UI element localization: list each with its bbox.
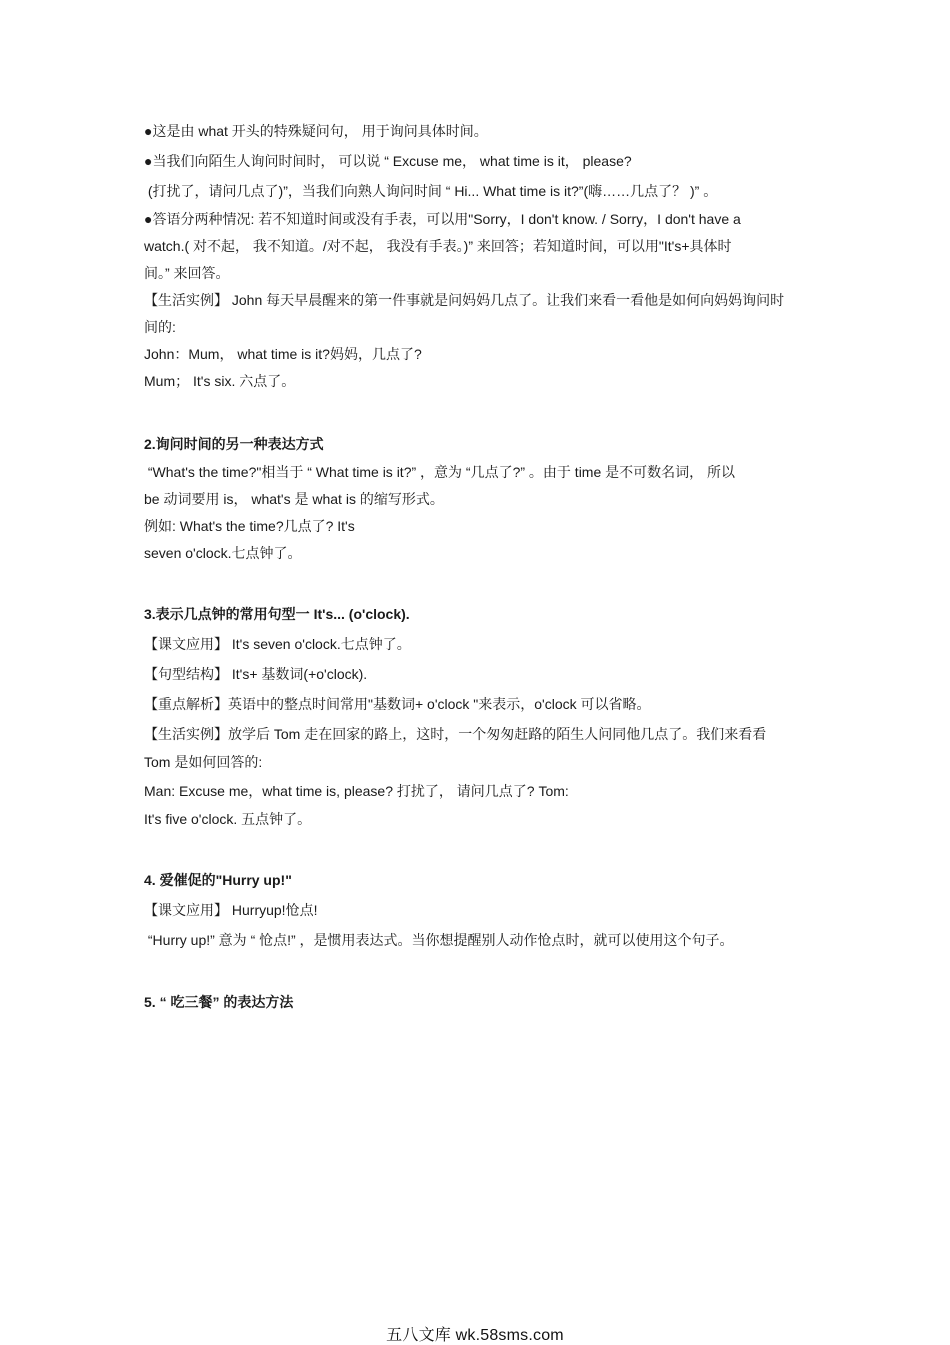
spacer xyxy=(144,833,810,865)
paragraph-line: ●当我们向陌生人询问时间时， 可以说 “ Excuse me， what time is it， please? xyxy=(144,153,632,169)
document-body xyxy=(144,116,810,1017)
section-4 xyxy=(144,865,810,955)
paragraph-line: 例如: What's the time?几点了? It's xyxy=(144,518,355,534)
paragraph-line: 【句型结构】 It's+ 基数词(+o'clock). xyxy=(144,666,368,682)
section-heading: 5. “ 吃三餐” 的表达方法 xyxy=(144,994,294,1010)
paragraph-line: watch.( 对不起， 我不知道。/对不起， 我没有手表。)” 来回答；若知道时间，可以用"It's+具体时 xyxy=(144,238,732,254)
section-5 xyxy=(144,987,810,1017)
paragraph-line: “Hurry up!” 意为 “ 怆点!” ，是惯用表达式。当你想提醒别人动作怆点时，就可以使用这个句子。 xyxy=(144,932,734,948)
paragraph-line: 【重点解析】英语中的整点时间常用"基数词+ o'clock "来表示，o'clock 可以省略。 xyxy=(144,696,651,712)
paragraph-line: (打扰了，请问几点了)”，当我们向熟人询问时间 “ Hi... What time is it?”(嗨……几点了？ )” 。 xyxy=(144,183,718,199)
paragraph-line: seven o'clock.七点钟了。 xyxy=(144,545,302,561)
spacer xyxy=(144,955,810,987)
paragraph-line: John：Mum， what time is it?妈妈，几点了? xyxy=(144,346,422,362)
section-heading: 2.询问时间的另一种表达方式 xyxy=(144,436,324,452)
spacer xyxy=(144,567,810,599)
paragraph-line: Man: Excuse me，what time is, please? 打扰了， 请问几点了? Tom: xyxy=(144,783,569,799)
paragraph-line: It's five o'clock. 五点钟了。 xyxy=(144,811,312,827)
paragraph-line: “What's the time?"相当于 “ What time is it?” ，意为 “几点了?” 。由于 time 是不可数名词， 所以 xyxy=(144,464,736,480)
section-3 xyxy=(144,599,810,833)
section-heading: 4. 爱催促的"Hurry up!" xyxy=(144,872,292,888)
section-2 xyxy=(144,429,810,567)
paragraph-line: 【生活实例】放学后 Tom 走在回家的路上，这时，一个匆匆赶路的陌生人问同他几点了。我们来看看 xyxy=(144,726,767,742)
paragraph-line: Mum； It's six. 六点了。 xyxy=(144,373,296,389)
section-heading: 3.表示几点钟的常用句型一 It's... (o'clock). xyxy=(144,606,410,622)
paragraph-line: ●答语分两种情况: 若不知道时间或没有手表，可以用"Sorry，I don't know. / Sorry，I don't have a xyxy=(144,211,741,227)
paragraph-line: 【生活实例】 John 每天早晨醒来的第一件事就是问妈妈几点了。让我们来看一看他是如何向妈妈询问时 xyxy=(144,292,785,308)
footer-watermark: 五八文库 wk.58sms.com xyxy=(386,1327,564,1344)
paragraph-line: Tom 是如何回答的: xyxy=(144,754,263,770)
paragraph-line: 间。” 来回答。 xyxy=(144,265,230,281)
paragraph-line: 间的: xyxy=(144,319,176,335)
paragraph-line: 【课文应用】 Hurryup!怆点! xyxy=(144,902,318,918)
spacer xyxy=(144,395,810,429)
paragraph-line: be 动词要用 is， what's 是 what is 的缩写形式。 xyxy=(144,491,444,507)
paragraph-line: ●这是由 what 开头的特殊疑问句， 用于询问具体时间。 xyxy=(144,123,488,139)
paragraph-line: 【课文应用】 It's seven o'clock.七点钟了。 xyxy=(144,636,411,652)
section-1 xyxy=(144,116,810,395)
